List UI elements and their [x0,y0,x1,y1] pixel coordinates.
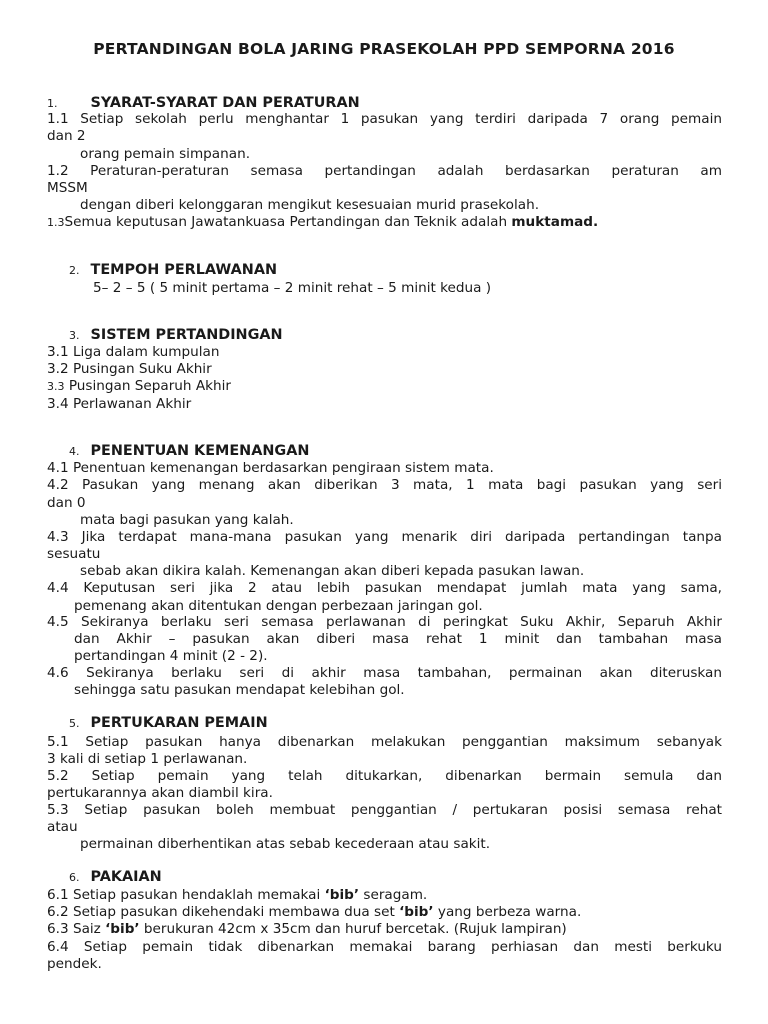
s4-line-2: 4.2 Pasukan yang menang akan diberikan 3 mata, 1 mata bagi pasukan yang seri [47,477,722,493]
item-text: Pusingan Separuh Akhir [64,378,232,394]
section-number: 3. [69,329,80,342]
section-5-heading [47,715,722,732]
item-bold-text: muktamad. [511,214,599,230]
s4-line-9: pemenang akan ditentukan dengan perbezaan jaringan gol. [74,598,483,614]
page-title: PERTANDINGAN BOLA JARING PRASEKOLAH PPD SEMPORNA 2016 [93,40,675,58]
section-6-heading [47,869,722,886]
item-text: 6.1 Setiap pasukan hendaklah memakai [47,887,325,903]
section-number: 2. [69,264,80,277]
s3-line-3 [47,378,722,395]
s1-line-2: dan 2 [47,128,86,144]
s5-line-3: 5.2 Setiap pemain yang telah ditukarkan, dibenarkan bermain semula dan [47,768,722,784]
s5-line-4: pertukarannya akan diambil kira. [47,785,273,801]
s6-line-5: pendek. [47,956,102,972]
s4-line-8: 4.4 Keputusan seri jika 2 atau lebih pasukan mendapat jumlah mata yang sama, [47,580,722,596]
item-text: yang berbeza warna. [433,904,582,920]
section-number: 1. [47,97,58,110]
s4-line-14: sehingga satu pasukan mendapat kelebihan gol. [74,682,405,698]
s5-line-6: atau [47,819,78,835]
s4-line-4: mata bagi pasukan yang kalah. [80,512,294,528]
s6-line-2 [47,904,722,921]
section-number: 6. [69,871,80,884]
s4-line-13: 4.6 Sekiranya berlaku seri di akhir masa tambahan, permainan akan diteruskan [47,665,722,681]
section-1-heading [47,95,722,112]
item-bold-text: ‘bib’ [105,921,140,937]
item-text: Semua keputusan Jawatankuasa Pertandingan dan Teknik adalah [64,214,512,230]
s3-line-1: 3.1 Liga dalam kumpulan [47,344,220,360]
item-number: 1.3 [47,216,65,229]
s5-line-7: permainan diberhentikan atas sebab kecederaan atau sakit. [80,836,491,852]
s1-line-7 [47,214,722,231]
s4-line-3: dan 0 [47,495,86,511]
s3-line-2: 3.2 Pusingan Suku Akhir [47,361,212,377]
section-4-heading [47,443,722,460]
item-bold-text: ‘bib’ [399,904,434,920]
section-number: 4. [69,445,80,458]
s4-line-7: sebab akan dikira kalah. Kemenangan akan diberi kepada pasukan lawan. [80,563,585,579]
s4-line-12: pertandingan 4 minit (2 - 2). [74,648,268,664]
s6-line-4: 6.4 Setiap pemain tidak dibenarkan memakai barang perhiasan dan mesti berkuku [47,939,722,955]
s1-line-4: 1.2 Peraturan-peraturan semasa pertandingan adalah berdasarkan peraturan am [47,163,722,179]
s4-line-6: sesuatu [47,546,101,562]
item-text: berukuran 42cm x 35cm dan huruf bercetak. (Rujuk lampiran) [139,921,567,937]
item-number: 3.3 [47,380,65,393]
s4-line-11: dan Akhir – pasukan akan diberi masa rehat 1 minit dan tambahan masa [74,631,722,647]
section-title: PERTUKARAN PEMAIN [90,715,268,731]
s3-line-4: 3.4 Perlawanan Akhir [47,396,192,412]
item-text: 6.2 Setiap pasukan dikehendaki membawa dua set [47,904,400,920]
item-bold-text: ‘bib’ [324,887,360,903]
section-number: 5. [69,717,80,730]
section-title: SYARAT-SYARAT DAN PERATURAN [90,95,360,111]
s1-line-5: MSSM [47,180,88,196]
s4-line-1: 4.1 Penentuan kemenangan berdasarkan pengiraan sistem mata. [47,460,494,476]
s2-line-1: 5– 2 – 5 ( 5 minit pertama – 2 minit rehat – 5 minit kedua ) [93,280,492,296]
s4-line-10: 4.5 Sekiranya berlaku seri semasa perlawanan di peringkat Suku Akhir, Separuh Akhir [47,614,722,630]
section-title: PENENTUAN KEMENANGAN [90,443,310,459]
s5-line-2: 3 kali di setiap 1 perlawanan. [47,751,248,767]
s6-line-3 [47,921,722,938]
section-3-heading [47,327,722,344]
s5-line-1: 5.1 Setiap pasukan hanya dibenarkan melakukan penggantian maksimum sebanyak [47,734,722,750]
s6-line-1 [47,887,722,904]
s1-line-1: 1.1 Setiap sekolah perlu menghantar 1 pasukan yang terdiri daripada 7 orang pemain [47,111,722,127]
section-title: PAKAIAN [90,869,162,885]
section-2-heading [47,262,722,279]
item-text: 6.3 Saiz [47,921,106,937]
s1-line-3: orang pemain simpanan. [80,146,251,162]
s1-line-6: dengan diberi kelonggaran mengikut kesesuaian murid prasekolah. [80,197,540,213]
s5-line-5: 5.3 Setiap pasukan boleh membuat penggantian / pertukaran posisi semasa rehat [47,802,722,818]
s4-line-5: 4.3 Jika terdapat mana-mana pasukan yang menarik diri daripada pertandingan tanpa [47,529,722,545]
section-title: SISTEM PERTANDINGAN [90,327,283,343]
section-title: TEMPOH PERLAWANAN [90,262,278,278]
item-text: seragam. [359,887,428,903]
